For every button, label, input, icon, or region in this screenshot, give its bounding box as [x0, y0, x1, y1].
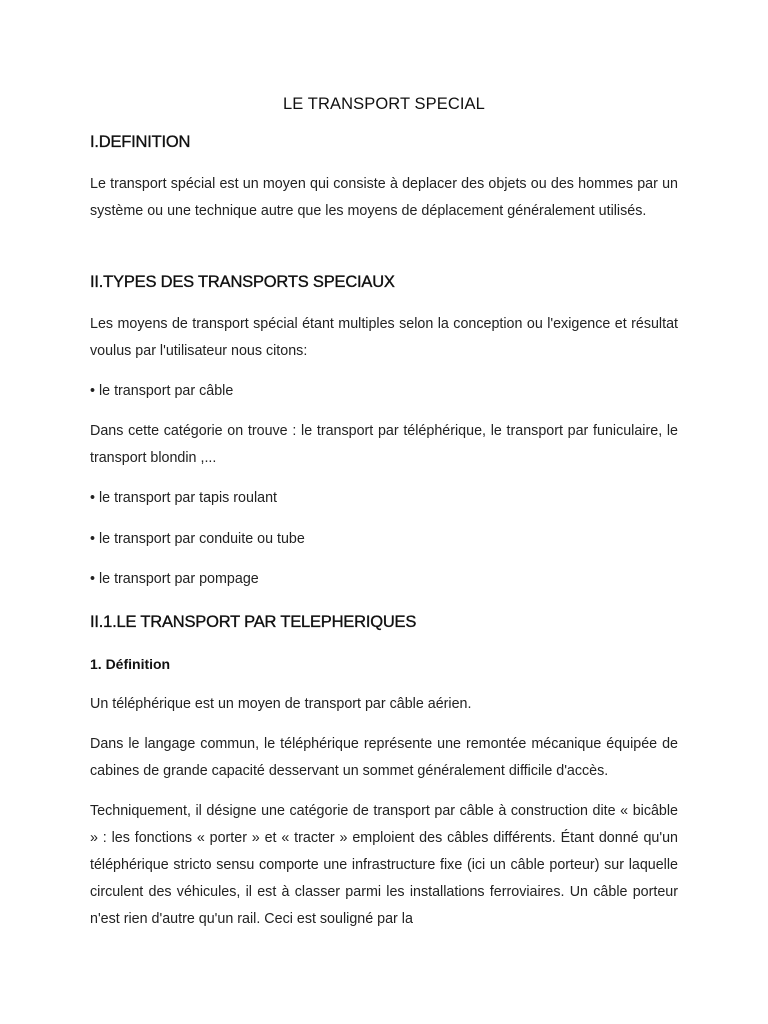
bullet-transport-pompage: • le transport par pompage [90, 571, 259, 587]
bullet-transport-conduite: • le transport par conduite ou tube [90, 531, 305, 547]
paragraph-telepherique-1: Un téléphérique est un moyen de transport par câble aérien. [90, 696, 472, 712]
paragraph-telepherique-3: Techniquement, il désigne une catégorie de transport par câble à construction dite « bicâble » : les fonctions « porter » et « tracter » emploient des câbles différents. Étant donné qu'un téléphérique stricto sensu comporte une infrastructure fixe (ici un câble porteur) sur laquelle circulent des véhicules, il est à classer parmi les installations ferroviaires. Un câble porteur n'est rien d'autre qu'un rail. Ceci est souligné par la [90, 803, 678, 927]
paragraph-cable-detail: Dans cette catégorie on trouve : le transport par téléphérique, le transport par funiculaire, le transport blondin ,... [90, 423, 678, 466]
bullet-transport-tapis: • le transport par tapis roulant [90, 490, 277, 506]
paragraph-definition: Le transport spécial est un moyen qui consiste à deplacer des objets ou des hommes par un système ou une technique autre que les moyens de déplacement généralement utilisés. [90, 176, 678, 219]
paragraph-types-intro: Les moyens de transport spécial étant multiples selon la conception ou l'exigence et résultat voulus par l'utilisateur nous citons: [90, 316, 678, 359]
paragraph-telepherique-2: Dans le langage commun, le téléphérique représente une remontée mécanique équipée de cabines de grande capacité desservant un sommet généralement difficile d'accès. [90, 736, 678, 779]
section-heading-telepheriques: II.1.LE TRANSPORT PAR TELEPHERIQUES [90, 613, 417, 631]
document-page [90, 0, 678, 1024]
section-heading-definition: I.DEFINITION [90, 133, 191, 151]
document-title: LE TRANSPORT SPECIAL [283, 95, 485, 113]
bullet-transport-cable: • le transport par câble [90, 383, 234, 399]
subheading-definition: 1. Définition [90, 656, 171, 672]
section-heading-types: II.TYPES DES TRANSPORTS SPECIAUX [90, 273, 395, 291]
